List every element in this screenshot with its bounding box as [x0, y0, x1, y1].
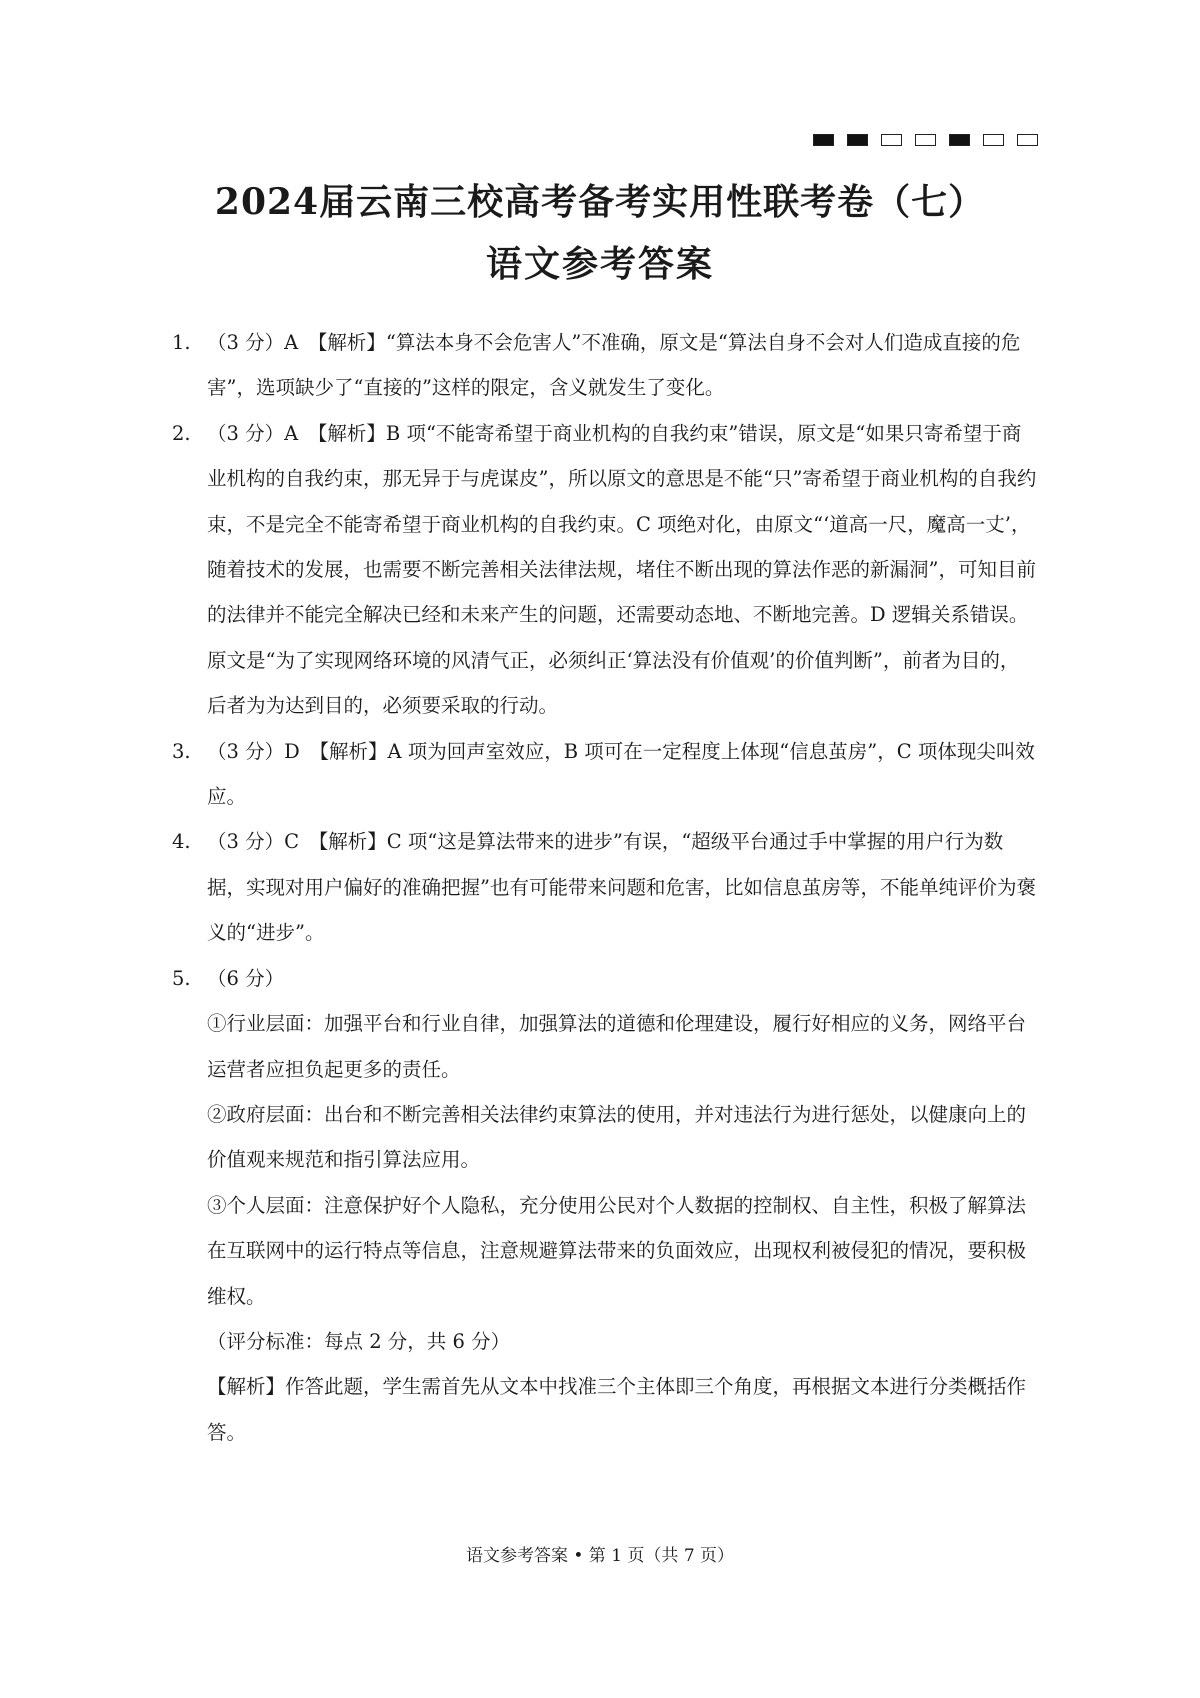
document-title: 2024届云南三校高考备考实用性联考卷（七） — [214, 181, 986, 223]
item-text: （3 分）A 【解析】B 项“不能寄希望于商业机构的自我约束”错误，原文是“如果只寄希望于商业机构的自我约束，那无异于与虎谋皮”，所以原文的意思是不能“只”寄希望于商业机构的自我约束，不是完全不能寄希望于商业机构的自我约束。C 项绝对化，由原文“‘道高一尺，魔高一丈’，随着技术的发展，也需要不断完善相关法律法规，堵住不断出现的算法作恶的新漏洞”，可知目前的法律并不能完全解决已经和未来产生的问题，还需要动态地、不断地完善。D 逻辑关系错误。原文是“为了实现网络环境的风清气正，必须纠正‘算法没有价值观’的价值判断”，前者为目的，后者为为达到目的，必须要采取的行动。 — [207, 421, 1037, 718]
header-mark — [915, 134, 936, 146]
document-subtitle: 语文参考答案 — [485, 243, 714, 285]
header-mark — [949, 134, 970, 146]
point-government: ②政府层面：出台和不断完善相关法律约束算法的使用，并对违法行为进行惩处，以健康向上的价值观来规范和指引算法应用。 — [207, 1102, 1027, 1172]
item-number: 4. — [172, 830, 191, 854]
answer-item-5 — [172, 956, 1038, 1455]
header-marks — [813, 134, 1038, 146]
header-mark — [983, 134, 1004, 146]
point-industry: ①行业层面：加强平台和行业自律，加强算法的道德和伦理建设，履行好相应的义务，网络平台运营者应担负起更多的责任。 — [207, 1012, 1027, 1081]
header-mark — [1017, 134, 1038, 146]
item-head: （6 分） — [207, 966, 285, 990]
answer-item-4 — [172, 819, 1038, 955]
item-number: 5. — [172, 966, 191, 990]
answer-item-1 — [172, 320, 1038, 411]
answer-item-2 — [172, 411, 1038, 729]
item-text: （3 分）A 【解析】“算法本身不会危害人”不准确，原文是“算法自身不会对人们造成直接的危害”，选项缺少了“直接的”这样的限定，含义就发生了变化。 — [207, 331, 1021, 400]
header-mark — [847, 134, 868, 146]
item-text: （3 分）D 【解析】A 项为回声室效应，B 项可在一定程度上体现“信息茧房”，C 项体现尖叫效应。 — [207, 739, 1035, 809]
point-individual: ③个人层面：注意保护好个人隐私，充分使用公民对个人数据的控制权、自主性，积极了解算法在互联网中的运行特点等信息，注意规避算法带来的负面效应，出现权利被侵犯的情况，要积极维权。 — [207, 1193, 1027, 1308]
item-analysis: 【解析】作答此题，学生需首先从文本中找准三个主体即三个角度，再根据文本进行分类概括作答。 — [207, 1375, 1027, 1444]
header-mark — [813, 134, 834, 146]
item-number: 2. — [172, 421, 191, 445]
answer-item-3 — [172, 729, 1038, 820]
item-text: （3 分）C 【解析】C 项“这是算法带来的进步”有误，“超级平台通过手中掌握的用户行为数据，实现对用户偏好的准确把握”也有可能带来问题和危害，比如信息茧房等，不能单纯评价为褒义的“进步”。 — [207, 830, 1036, 945]
answer-content — [172, 320, 1038, 1455]
scoring-criteria: （评分标准：每点 2 分，共 6 分） — [207, 1329, 511, 1353]
item-number: 3. — [172, 739, 191, 763]
page-footer: 语文参考答案 • 第 1 页（共 7 页） — [465, 1546, 735, 1566]
header-mark — [881, 134, 902, 146]
item-number: 1. — [172, 331, 191, 354]
